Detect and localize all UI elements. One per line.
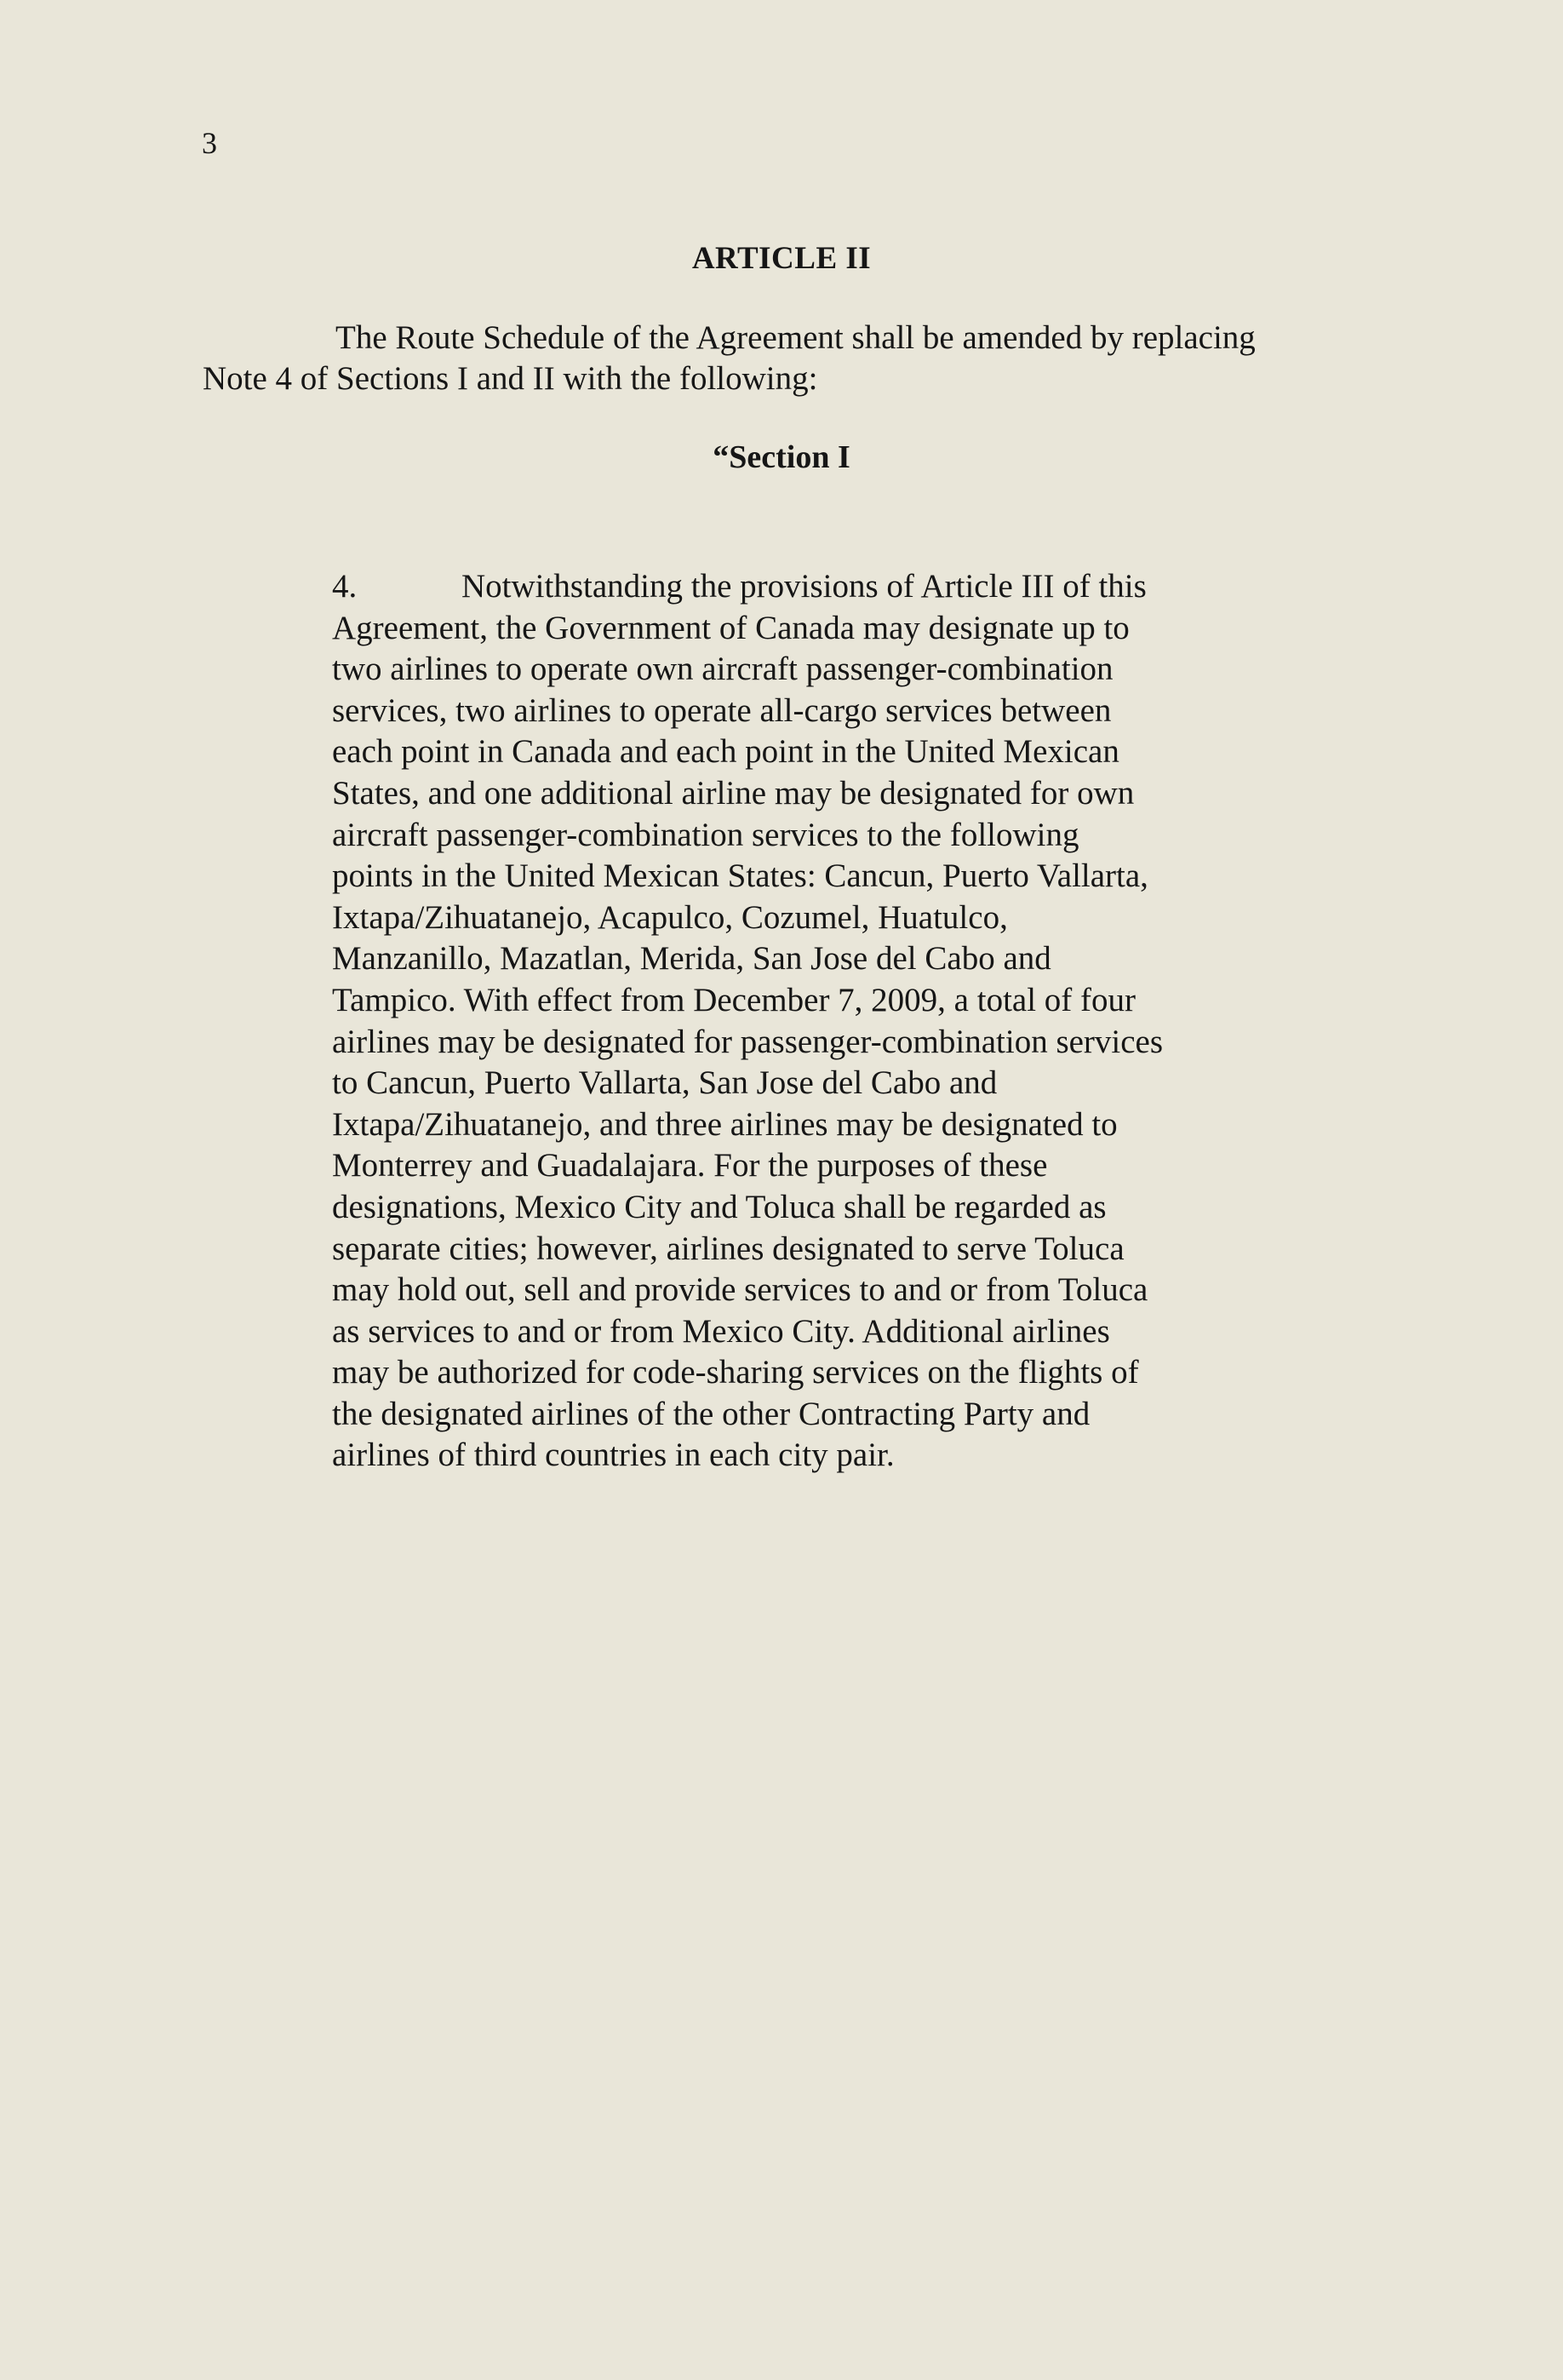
note-line: States, and one additional airline may be designated for own	[332, 774, 1135, 811]
note-line: aircraft passenger-combination services to the following	[332, 816, 1079, 853]
note-line: Manzanillo, Mazatlan, Merida, San Jose del Cabo and	[332, 940, 1051, 978]
intro-paragraph	[203, 318, 1377, 399]
article-heading: ARTICLE II	[691, 241, 872, 276]
note-line: airlines may be designated for passenger-combination services	[332, 1023, 1164, 1060]
note-line: Monterrey and Guadalajara. For the purposes of these	[332, 1147, 1048, 1184]
note-line: two airlines to operate own aircraft passenger-combination	[332, 651, 1114, 688]
note-line: Ixtapa/Zihuatanejo, and three airlines may be designated to	[332, 1105, 1118, 1143]
note-line: may hold out, sell and provide services to and or from Toluca	[332, 1271, 1148, 1309]
note-line: designations, Mexico City and Toluca shall be regarded as	[332, 1188, 1107, 1225]
note-line: services, two airlines to operate all-cargo services between	[332, 691, 1112, 729]
intro-line-2: Note 4 of Sections I and II with the following:	[203, 360, 818, 397]
note-line: airlines of third countries in each city pair.	[332, 1437, 895, 1474]
note-line: points in the United Mexican States: Cancun, Puerto Vallarta,	[332, 857, 1148, 895]
note-line: 4. Notwithstanding the provisions of Article III of this	[332, 566, 1251, 608]
note-paragraph	[332, 566, 1251, 1477]
note-line: the designated airlines of the other Contracting Party and	[332, 1395, 1091, 1432]
section-heading: “Section I	[713, 439, 850, 475]
note-line: Ixtapa/Zihuatanejo, Acapulco, Cozumel, Huatulco,	[332, 898, 1008, 936]
note-line: each point in Canada and each point in the United Mexican	[332, 733, 1119, 771]
intro-line-1: The Route Schedule of the Agreement shall be amended by replacing	[335, 319, 1256, 356]
note-number: 4.	[332, 568, 358, 605]
note-line: Tampico. With effect from December 7, 2009, a total of four	[332, 981, 1136, 1018]
note-line: to Cancun, Puerto Vallarta, San Jose del Cabo and	[332, 1064, 998, 1102]
note-line: may be authorized for code-sharing services on the flights of	[332, 1354, 1139, 1391]
note-line: Agreement, the Government of Canada may designate up to	[332, 609, 1130, 646]
note-line: separate cities; however, airlines designated to serve Toluca	[332, 1230, 1125, 1267]
page-number: 3	[202, 126, 217, 160]
note-line: as services to and or from Mexico City. Additional airlines	[332, 1312, 1110, 1350]
